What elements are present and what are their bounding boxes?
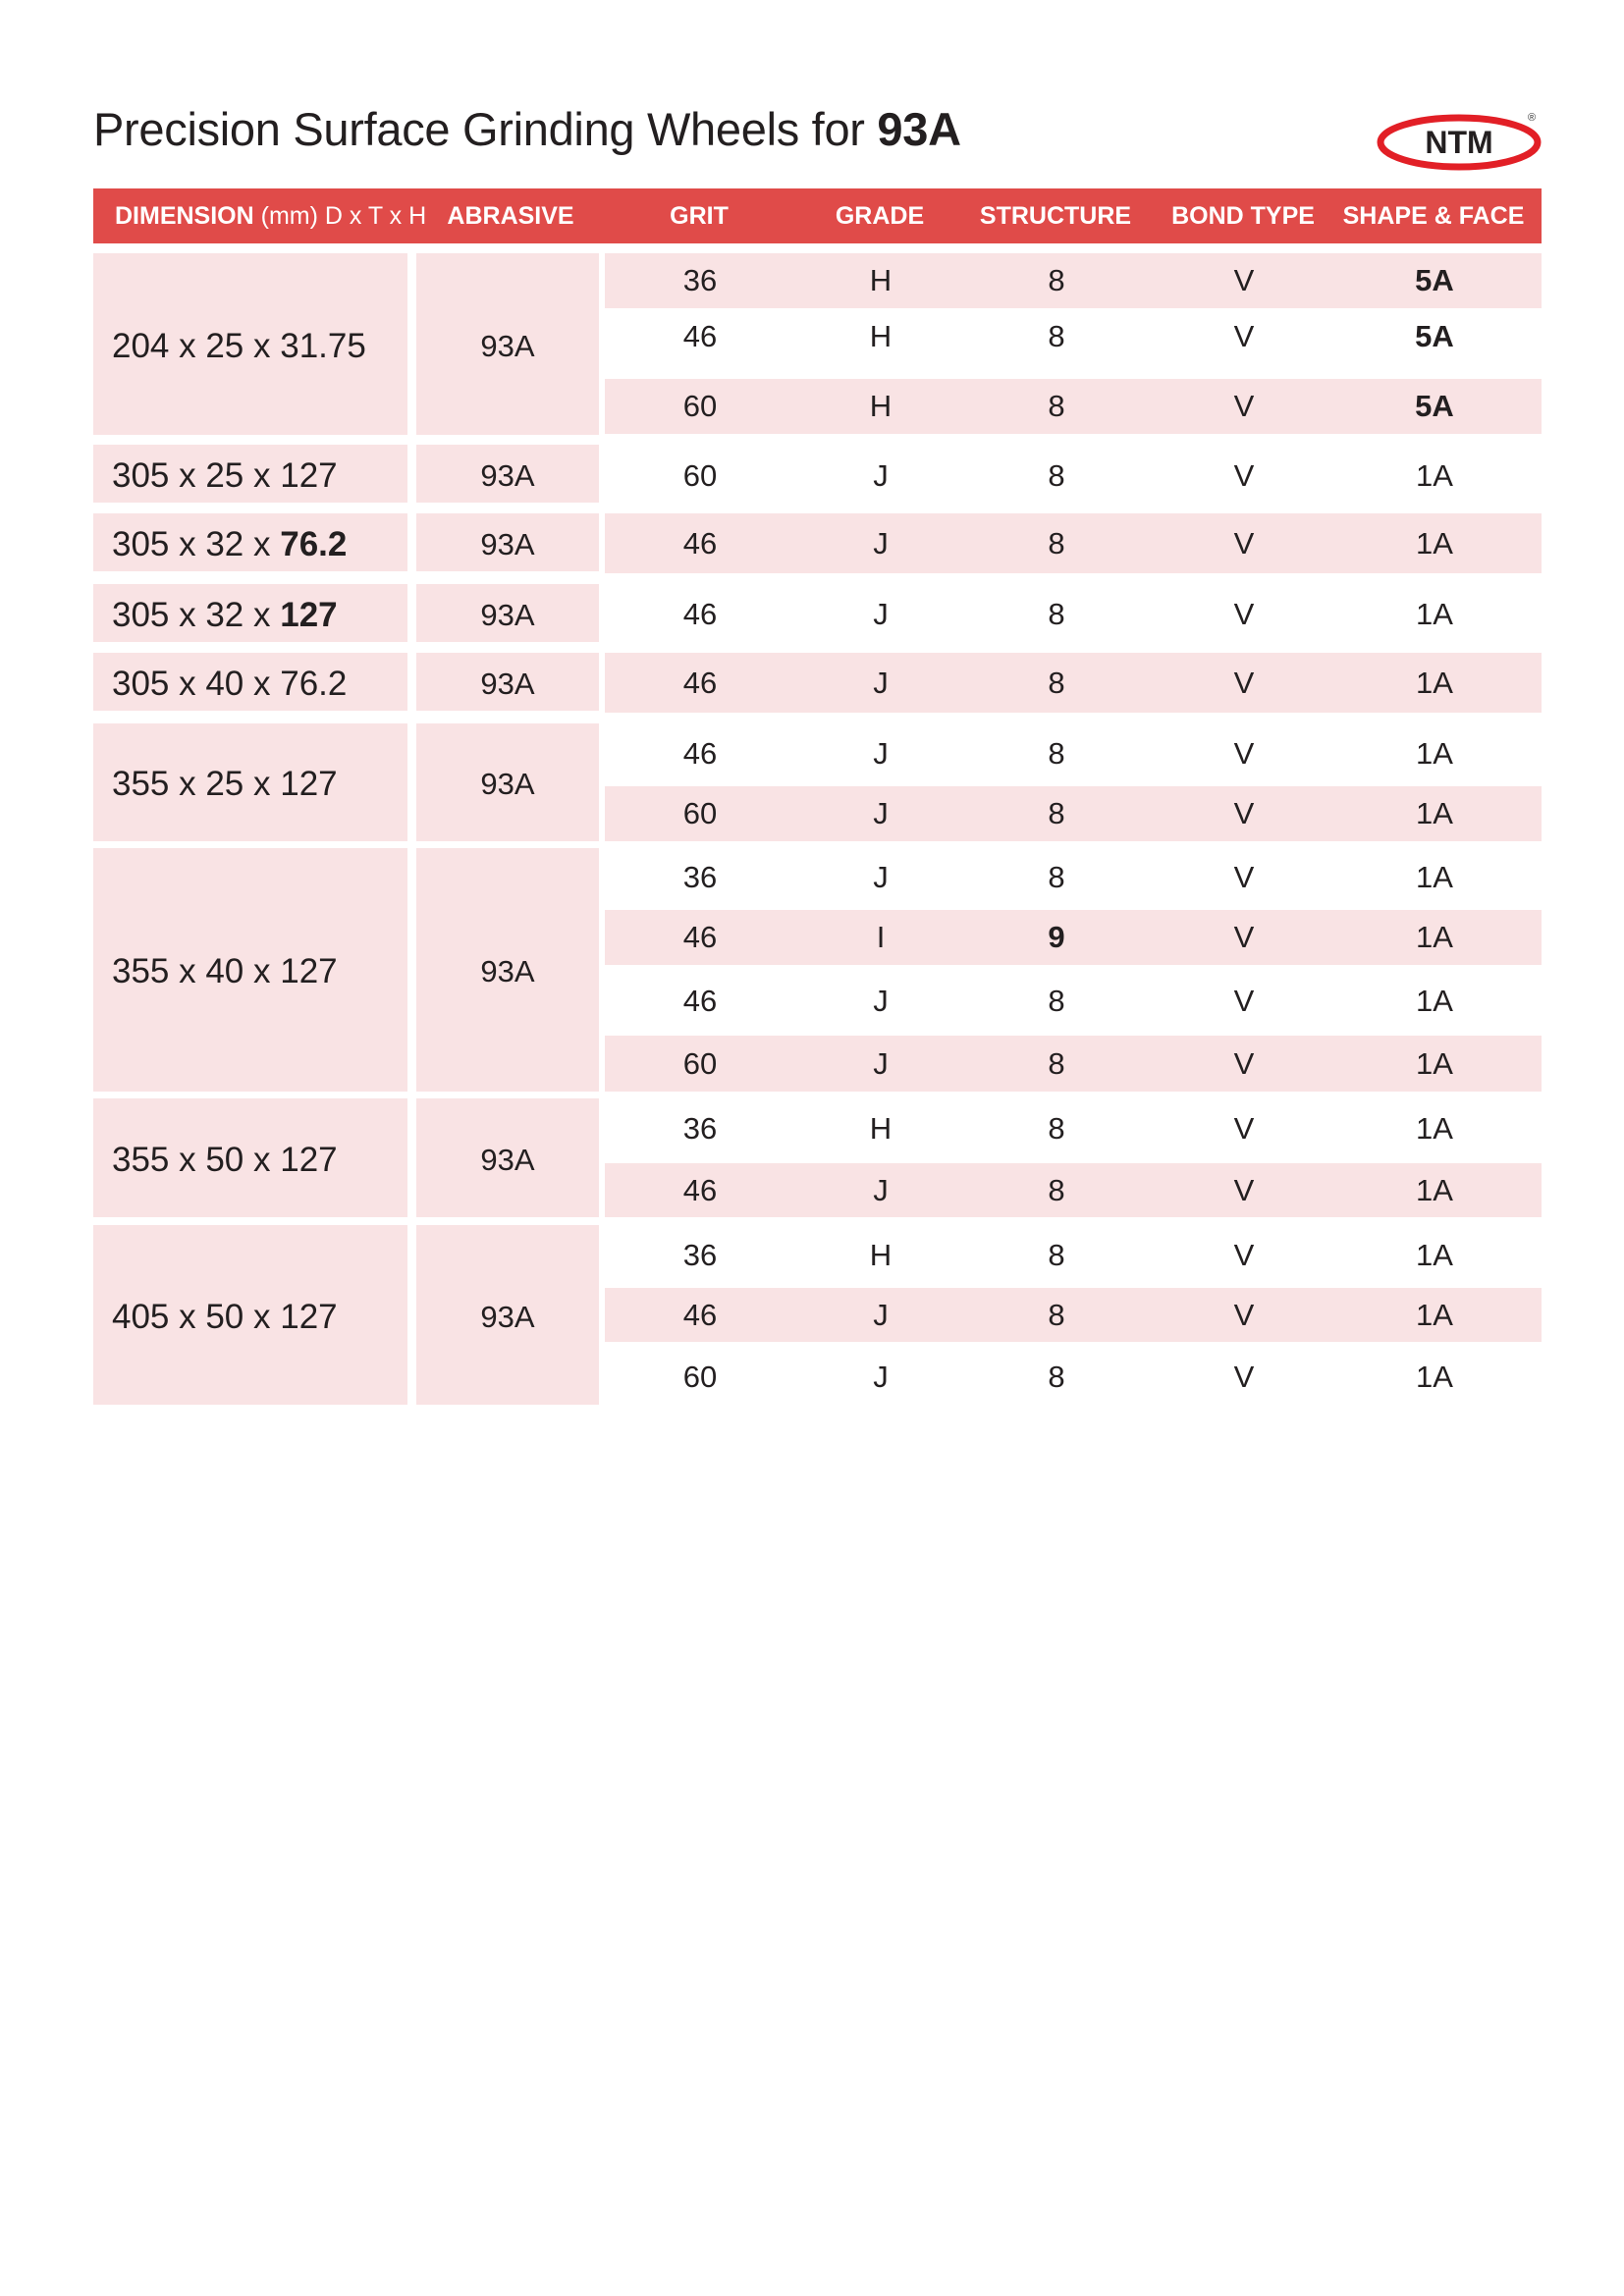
dimension-text — [112, 765, 338, 804]
abrasive-cell — [416, 584, 599, 642]
table-row — [605, 653, 1542, 713]
abrasive-cell — [416, 1098, 599, 1217]
dimension-cell — [93, 513, 407, 571]
dimension-text — [112, 665, 347, 704]
header-dimension-label: DIMENSION — [115, 202, 254, 230]
abrasive-value: 93A — [480, 526, 535, 561]
grade-cell: J — [873, 525, 889, 561]
dimension-value: 355 x 25 x 127 — [112, 765, 338, 803]
dimension-bold-value: 127 — [280, 595, 338, 634]
dimension-text — [112, 952, 338, 991]
abrasive-cell — [416, 253, 599, 435]
table-row — [605, 1098, 1542, 1159]
structure-cell: 8 — [1048, 1111, 1065, 1146]
dimension-cell — [93, 1098, 407, 1217]
bond-type-cell: V — [1233, 1237, 1255, 1272]
shape-face-cell: 1A — [1416, 859, 1453, 894]
dimension-cell — [93, 253, 407, 435]
bond-type-cell: V — [1233, 458, 1255, 493]
page-title — [93, 102, 961, 156]
dimension-text — [112, 327, 366, 366]
grit-cell: 60 — [682, 796, 718, 830]
grit-cell: 46 — [682, 525, 718, 561]
bond-type-cell: V — [1233, 1359, 1255, 1394]
header-grade: GRADE — [835, 202, 925, 230]
shape-face-cell: 1A — [1416, 735, 1453, 771]
dimension-value: 305 x 32 x — [112, 595, 281, 634]
abrasive-cell — [416, 653, 599, 711]
table-row — [605, 309, 1542, 364]
shape-face-cell: 5A — [1415, 263, 1454, 297]
structure-cell: 8 — [1048, 319, 1065, 353]
bond-type-cell: V — [1233, 596, 1255, 631]
header-abrasive: ABRASIVE — [447, 202, 574, 230]
abrasive-value: 93A — [480, 666, 535, 701]
table-row — [605, 910, 1542, 965]
shape-face-cell: 1A — [1416, 525, 1453, 561]
dimension-cell — [93, 584, 407, 642]
structure-cell: 9 — [1048, 920, 1065, 954]
grade-cell: J — [873, 665, 889, 700]
grit-cell: 36 — [682, 263, 718, 297]
grit-cell: 46 — [682, 596, 718, 631]
grade-cell: J — [873, 458, 889, 493]
dimension-text — [112, 596, 338, 635]
dimension-value: 305 x 32 x — [112, 524, 281, 563]
abrasive-cell — [416, 445, 599, 503]
grit-cell: 60 — [682, 458, 718, 493]
shape-face-cell: 1A — [1416, 1297, 1453, 1332]
shape-face-cell: 1A — [1416, 796, 1453, 830]
structure-cell: 8 — [1048, 984, 1065, 1018]
bond-type-cell: V — [1233, 525, 1255, 561]
header-bond-type: BOND TYPE — [1171, 202, 1315, 230]
grade-cell: J — [873, 1045, 889, 1081]
shape-face-cell: 1A — [1416, 1172, 1453, 1207]
table-row — [605, 513, 1542, 573]
grit-cell: 60 — [682, 1359, 718, 1394]
dimension-cell — [93, 848, 407, 1092]
abrasive-value: 93A — [480, 954, 535, 988]
grade-cell: J — [873, 859, 889, 894]
grit-cell: 36 — [682, 1237, 718, 1272]
dimension-value: 305 x 25 x 127 — [112, 455, 338, 495]
table-row — [605, 1288, 1542, 1342]
structure-cell: 8 — [1048, 1359, 1065, 1394]
table-row — [605, 584, 1542, 644]
table-row — [605, 445, 1542, 507]
header-dimension — [115, 188, 426, 243]
header-structure: STRUCTURE — [979, 202, 1132, 230]
structure-cell: 8 — [1048, 1172, 1065, 1207]
table-row — [605, 379, 1542, 434]
shape-face-cell: 5A — [1415, 319, 1454, 353]
grade-cell: H — [869, 263, 893, 297]
shape-face-cell: 1A — [1416, 1045, 1453, 1081]
shape-face-cell: 1A — [1416, 984, 1453, 1018]
dimension-value: 355 x 50 x 127 — [112, 1140, 338, 1179]
dimension-value: 305 x 40 x 76.2 — [112, 664, 348, 703]
dimension-text — [112, 456, 338, 496]
shape-face-cell: 1A — [1416, 920, 1453, 954]
table-row — [605, 1036, 1542, 1092]
structure-cell: 8 — [1048, 1237, 1065, 1272]
dimension-cell — [93, 723, 407, 841]
structure-cell: 8 — [1048, 1297, 1065, 1332]
table-row — [605, 723, 1542, 783]
structure-cell: 8 — [1048, 263, 1065, 297]
shape-face-cell: 1A — [1416, 1237, 1453, 1272]
abrasive-cell — [416, 513, 599, 571]
dimension-value: 355 x 40 x 127 — [112, 952, 338, 990]
abrasive-cell — [416, 1225, 599, 1405]
bond-type-cell: V — [1233, 796, 1255, 830]
shape-face-cell: 5A — [1415, 389, 1454, 423]
abrasive-value: 93A — [480, 767, 535, 801]
abrasive-value: 93A — [480, 328, 535, 363]
dimension-text — [112, 1298, 338, 1337]
grit-cell: 46 — [682, 984, 718, 1018]
grade-cell: J — [873, 796, 889, 830]
grit-cell: 46 — [682, 665, 718, 700]
grade-cell: H — [869, 389, 893, 423]
structure-cell: 8 — [1048, 665, 1065, 700]
grit-cell: 46 — [682, 319, 718, 353]
abrasive-value: 93A — [480, 1299, 535, 1334]
dimension-cell — [93, 445, 407, 503]
registered-mark: ® — [1528, 112, 1537, 124]
table-row — [605, 1349, 1542, 1405]
dimension-cell — [93, 1225, 407, 1405]
structure-cell: 8 — [1048, 525, 1065, 561]
structure-cell: 8 — [1048, 735, 1065, 771]
bond-type-cell: V — [1233, 1045, 1255, 1081]
shape-face-cell: 1A — [1416, 1359, 1453, 1394]
grit-cell: 60 — [682, 1045, 718, 1081]
dimension-text — [112, 525, 347, 564]
bond-type-cell: V — [1233, 735, 1255, 771]
grade-cell: J — [873, 596, 889, 631]
bond-type-cell: V — [1233, 1172, 1255, 1207]
bond-type-cell: V — [1233, 389, 1255, 423]
title-prefix: Precision Surface Grinding Wheels for — [93, 103, 878, 155]
table-header — [93, 188, 1542, 243]
table-row — [605, 253, 1542, 308]
structure-cell: 8 — [1048, 458, 1065, 493]
abrasive-value: 93A — [480, 597, 535, 632]
abrasive-cell — [416, 723, 599, 841]
dimension-value: 204 x 25 x 31.75 — [112, 326, 366, 365]
grade-cell: I — [876, 920, 886, 954]
ntm-logo — [1377, 113, 1542, 172]
grade-cell: H — [869, 319, 893, 353]
table-row — [605, 970, 1542, 1033]
abrasive-value: 93A — [480, 457, 535, 493]
grade-cell: J — [873, 984, 889, 1018]
grit-cell: 46 — [682, 1297, 718, 1332]
dimension-value: 405 x 50 x 127 — [112, 1297, 338, 1336]
bond-type-cell: V — [1233, 984, 1255, 1018]
grade-cell: J — [873, 1172, 889, 1207]
bond-type-cell: V — [1233, 920, 1255, 954]
bond-type-cell: V — [1233, 1297, 1255, 1332]
dimension-bold-value: 76.2 — [280, 524, 348, 563]
dimension-text — [112, 1141, 338, 1180]
table-row — [605, 848, 1542, 906]
shape-face-cell: 1A — [1416, 1111, 1453, 1146]
shape-face-cell: 1A — [1416, 665, 1453, 700]
structure-cell: 8 — [1048, 389, 1065, 423]
title-emphasis: 93A — [877, 103, 961, 155]
grit-cell: 36 — [682, 1111, 718, 1146]
table-row — [605, 1225, 1542, 1285]
header-dimension-unit: (mm) D x T x H — [260, 202, 427, 230]
grade-cell: J — [873, 735, 889, 771]
bond-type-cell: V — [1233, 263, 1255, 297]
table-row — [605, 786, 1542, 841]
grit-cell: 46 — [682, 735, 718, 771]
grade-cell: J — [873, 1297, 889, 1332]
grit-cell: 36 — [682, 859, 718, 894]
structure-cell: 8 — [1048, 596, 1065, 631]
shape-face-cell: 1A — [1416, 458, 1453, 493]
abrasive-value: 93A — [480, 1142, 535, 1177]
grit-cell: 60 — [682, 389, 718, 423]
header-shape-face: SHAPE & FACE — [1342, 202, 1525, 230]
structure-cell: 8 — [1048, 796, 1065, 830]
bond-type-cell: V — [1233, 1111, 1255, 1146]
bond-type-cell: V — [1233, 319, 1255, 353]
logo-text: NTM — [1425, 125, 1493, 160]
table-row — [605, 1163, 1542, 1217]
abrasive-cell — [416, 848, 599, 1092]
header-grit: GRIT — [670, 202, 729, 230]
dimension-cell — [93, 653, 407, 711]
grade-cell: H — [869, 1237, 893, 1272]
grit-cell: 46 — [682, 920, 718, 954]
shape-face-cell: 1A — [1416, 596, 1453, 631]
bond-type-cell: V — [1233, 665, 1255, 700]
grit-cell: 46 — [682, 1172, 718, 1207]
structure-cell: 8 — [1048, 1045, 1065, 1081]
bond-type-cell: V — [1233, 859, 1255, 894]
grade-cell: J — [873, 1359, 889, 1394]
grade-cell: H — [869, 1111, 893, 1146]
structure-cell: 8 — [1048, 859, 1065, 894]
